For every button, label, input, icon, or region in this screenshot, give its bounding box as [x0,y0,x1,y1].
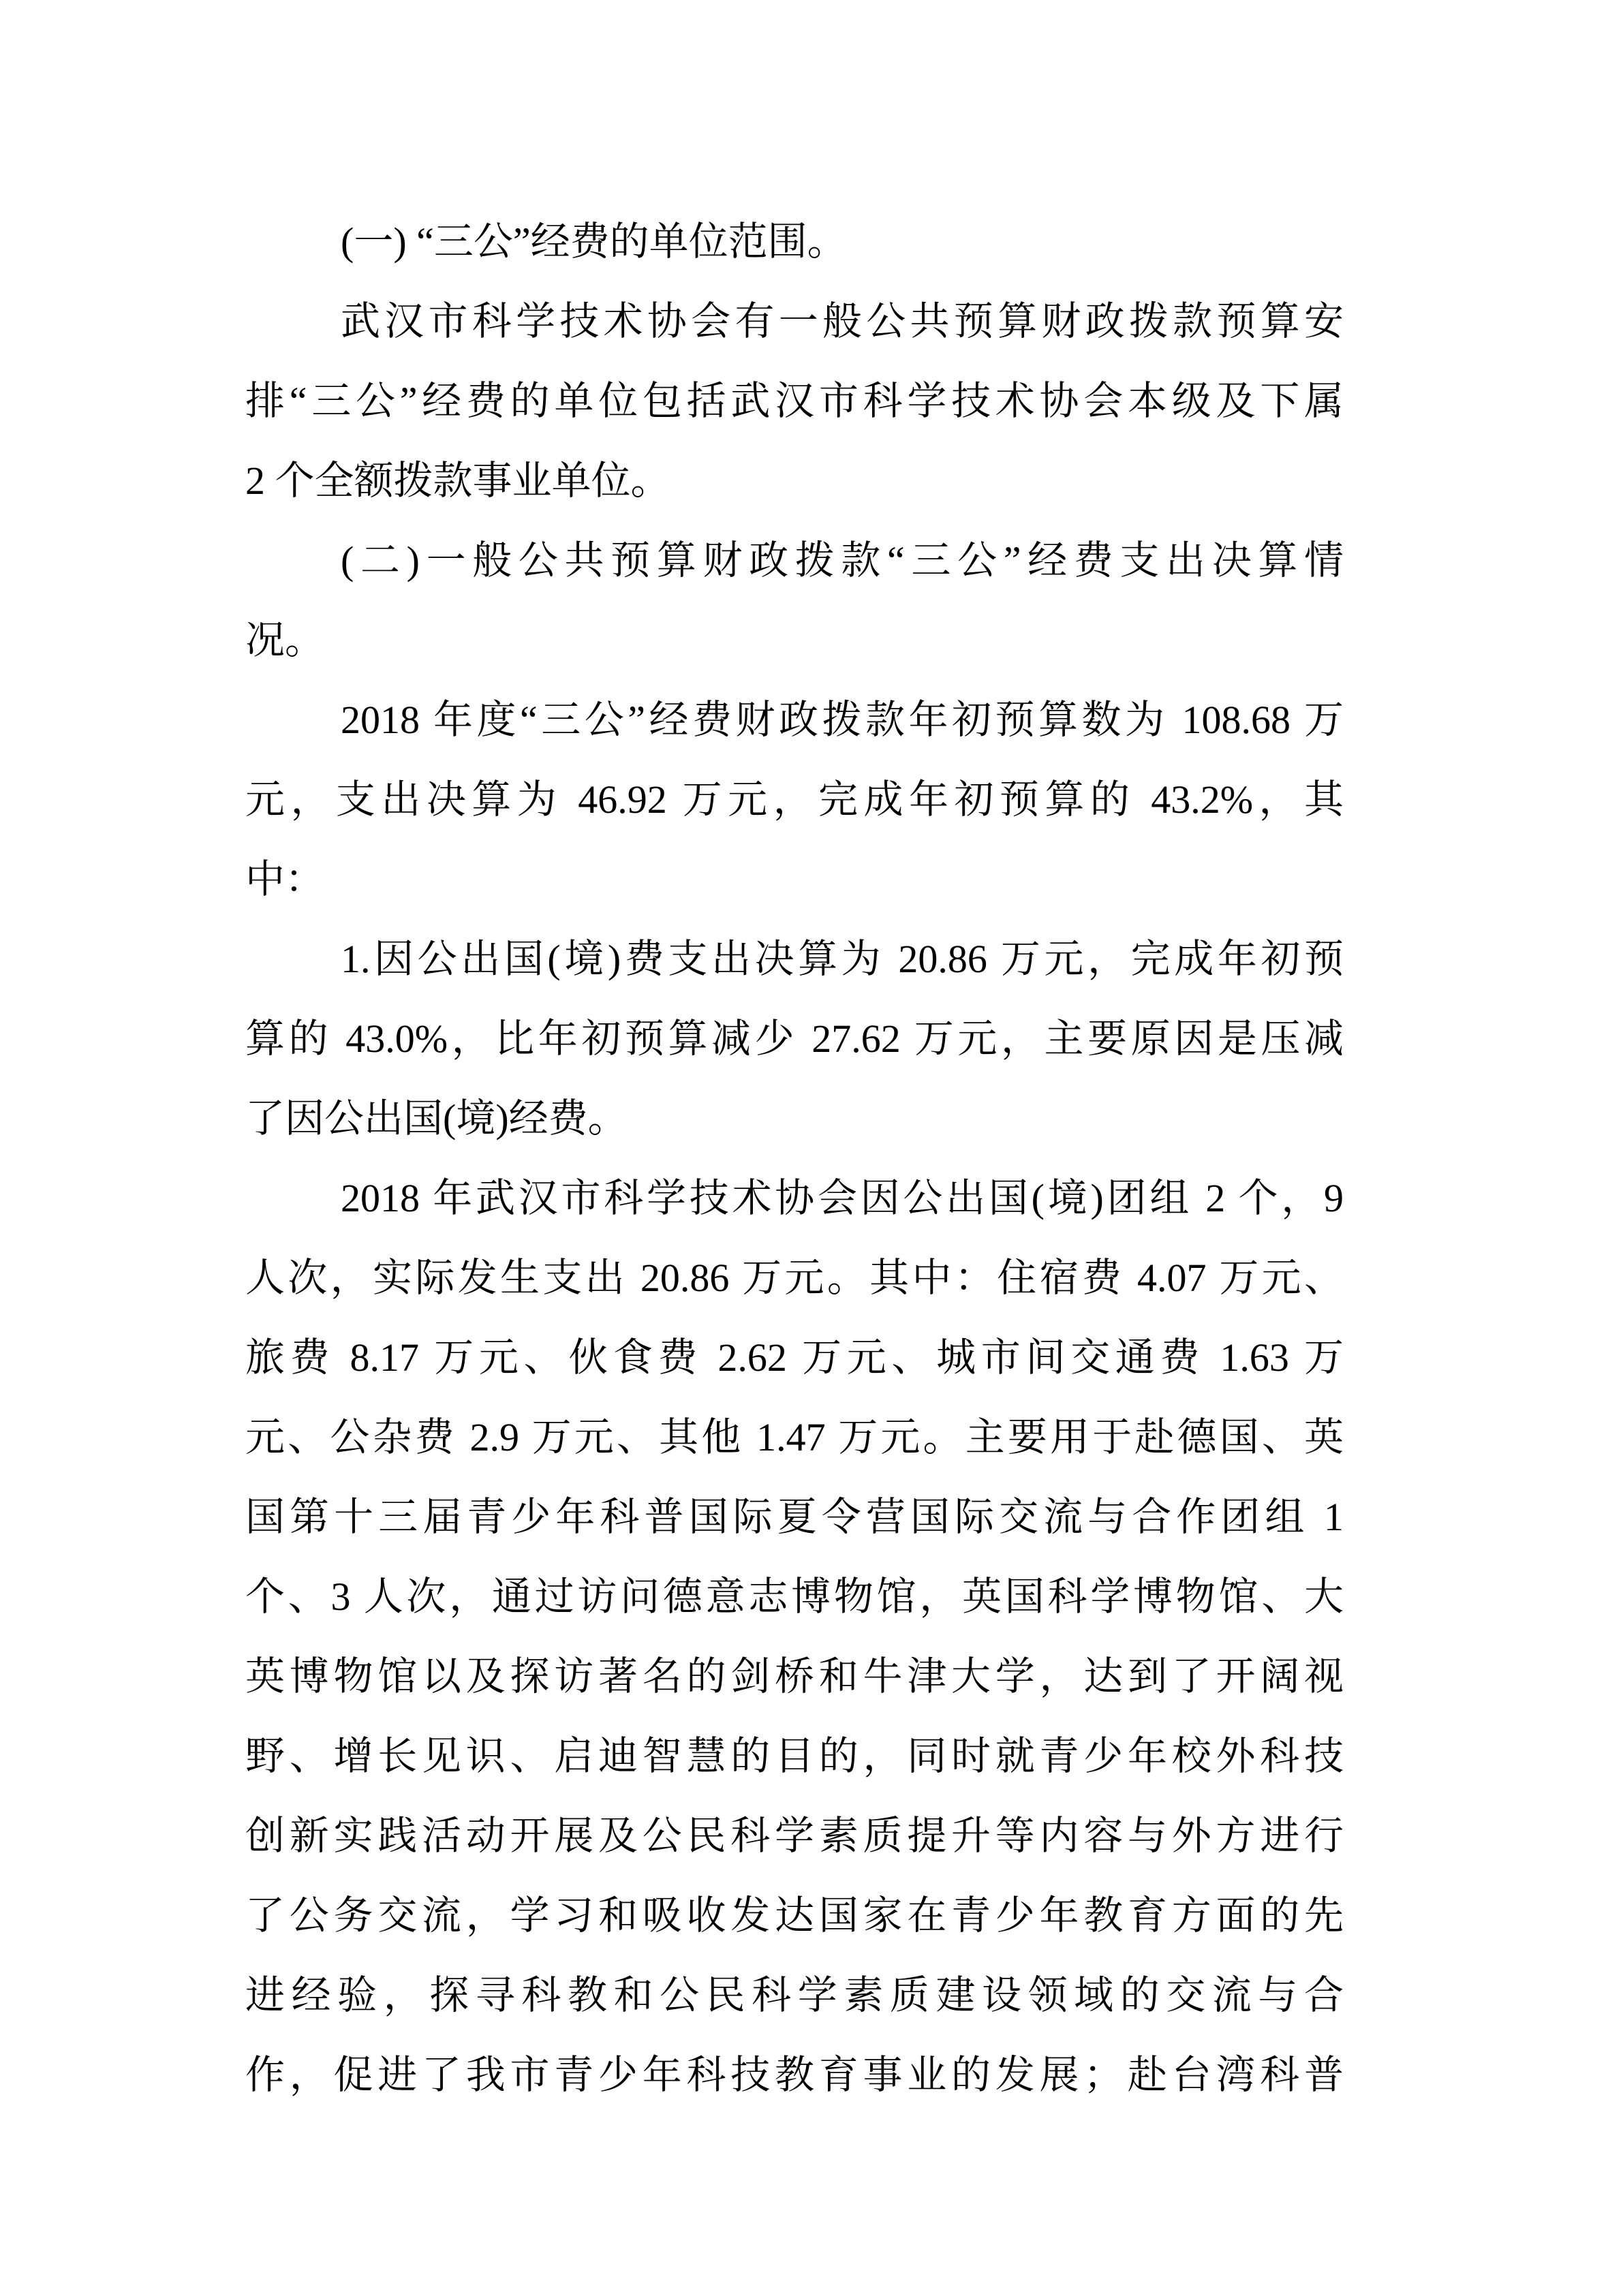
text-line: 进经验，探寻科教和公民科学素质建设领域的交流与合 [245,1973,1344,2017]
text-line: 创新实践活动开展及公民科学素质提升等内容与外方进行 [245,1814,1344,1858]
text-line: 英博物馆以及探访著名的剑桥和牛津大学，达到了开阔视 [245,1654,1344,1698]
text-line: 国第十三届青少年科普国际夏令营国际交流与合作团组 1 [245,1495,1344,1539]
text-line: (一) “三公”经费的单位范围。 [341,219,847,264]
text-line: 个、3 人次，通过访问德意志博物馆，英国科学博物馆、大 [245,1574,1344,1619]
text-line: 武汉市科学技术协会有一般公共预算财政拨款预算安 [341,299,1344,343]
text-line: (二)一般公共预算财政拨款“三公”经费支出决算情 [341,538,1344,583]
text-line: 了公务交流，学习和吸收发达国家在青少年教育方面的先 [245,1893,1344,1938]
text-line: 中： [245,857,325,901]
text-line: 2 个全额拨款事业单位。 [245,459,670,503]
text-line: 算的 43.0%，比年初预算减少 27.62 万元，主要原因是压减 [245,1017,1344,1061]
text-line: 作，促进了我市青少年科技教育事业的发展；赴台湾科普 [245,2053,1344,2097]
text-line: 元、公杂费 2.9 万元、其他 1.47 万元。主要用于赴德国、英 [245,1415,1344,1459]
document-body [245,202,1344,2115]
text-line: 2018 年武汉市科学技术协会因公出国(境)团组 2 个，9 [341,1176,1344,1220]
text-line: 元，支出决算为 46.92 万元，完成年初预算的 43.2%，其 [245,777,1344,822]
text-line: 1.因公出国(境)费支出决算为 20.86 万元，完成年初预 [341,937,1344,981]
text-line: 况。 [245,618,325,662]
text-line: 野、增长见识、启迪智慧的目的，同时就青少年校外科技 [245,1734,1344,1778]
text-line: 2018 年度“三公”经费财政拨款年初预算数为 108.68 万 [341,698,1344,742]
text-line: 人次，实际发生支出 20.86 万元。其中：住宿费 4.07 万元、 [245,1256,1344,1300]
text-line: 旅费 8.17 万元、伙食费 2.62 万元、城市间交通费 1.63 万 [245,1335,1344,1380]
text-line: 了因公出国(境)经费。 [245,1096,628,1141]
text-line: 排“三公”经费的单位包括武汉市科学技术协会本级及下属 [245,379,1344,423]
